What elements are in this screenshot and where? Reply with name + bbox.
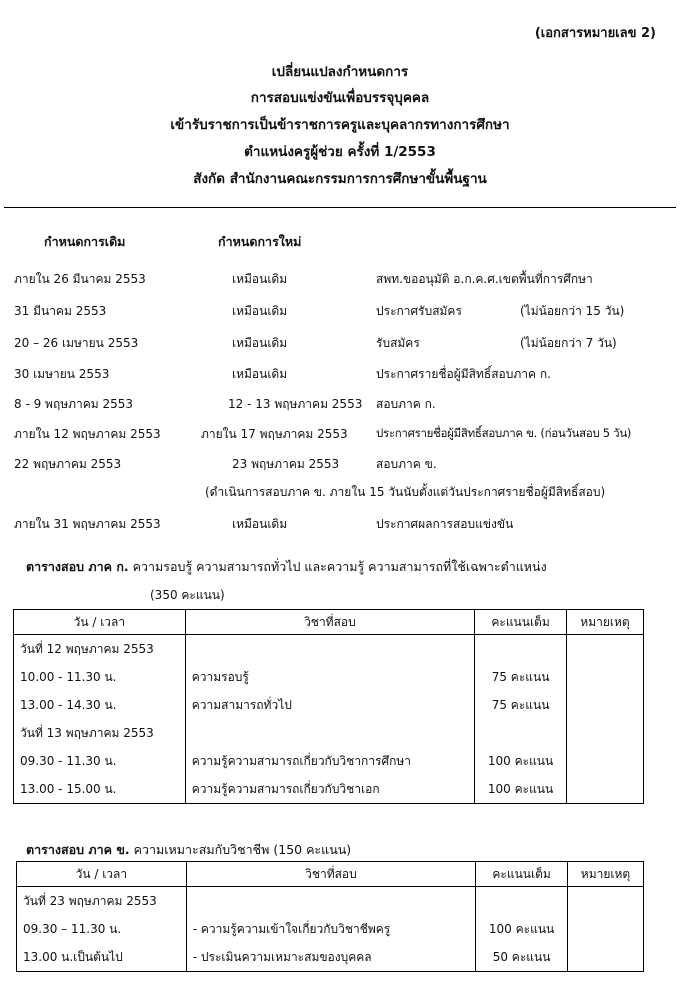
- remark-cell: [568, 943, 644, 972]
- schedule-old-date: 22 พฤษภาคม 2553: [14, 457, 122, 471]
- section-b-title-bold: ตารางสอบ ภาค ข.: [26, 842, 130, 857]
- schedule-old-date: ภายใน 26 มีนาคม 2553: [14, 272, 146, 286]
- score-cell: 100 คะแนน: [476, 915, 568, 943]
- time-cell: 13.00 - 14.30 น.: [14, 691, 186, 719]
- table-row: [14, 663, 644, 691]
- schedule-activity: สพท.ขออนุมัติ อ.ก.ค.ศ.เขตพื้นที่การศึกษา: [376, 272, 593, 286]
- table-row: [17, 887, 644, 916]
- time-cell: 13.00 น.เป็นต้นไป: [17, 943, 187, 972]
- day-label: วันที่ 13 พฤษภาคม 2553: [14, 719, 186, 747]
- score-cell: 75 คะแนน: [475, 691, 567, 719]
- subject-cell: ความรู้ความสามารถเกี่ยวกับวิชาการศึกษา: [185, 747, 474, 775]
- score-cell: [476, 887, 568, 916]
- subject-cell: - ประเมินความเหมาะสมของบุคคล: [186, 943, 475, 972]
- column-header-subject: วิชาที่สอบ: [186, 862, 475, 887]
- table-header-row: [14, 610, 644, 635]
- table-row: [14, 747, 644, 775]
- table-header-row: [17, 862, 644, 887]
- schedule-new-date: 23 พฤษภาคม 2553: [232, 457, 340, 471]
- schedule-remark: (ดำเนินการสอบภาค ข. ภายใน 15 วันนับตั้งแต่วันประกาศรายชื่อผู้มีสิทธิ์สอบ): [205, 485, 606, 499]
- schedule-note: (ไม่น้อยกว่า 7 วัน): [520, 336, 617, 350]
- subject-cell: [185, 635, 474, 664]
- document-number: (เอกสารหมายเลข 2): [534, 26, 656, 41]
- section-a-title-rest: ความรอบรู้ ความสามารถทั่วไป และความรู้ ความสามารถที่ใช้เฉพาะตำแหน่ง: [128, 559, 547, 574]
- schedule-activity: ประกาศรายชื่อผู้มีสิทธิ์สอบภาค ก.: [376, 367, 551, 381]
- subject-cell: [186, 887, 475, 916]
- section-b-title: [26, 840, 351, 860]
- section-a-title: [26, 557, 547, 577]
- section-a-title-bold: ตารางสอบ ภาค ก.: [26, 559, 129, 574]
- table-row: [17, 943, 644, 972]
- column-header-remark: หมายเหตุ: [568, 862, 644, 887]
- schedule-old-date: 20 – 26 เมษายน 2553: [14, 336, 139, 350]
- time-cell: 09.30 - 11.30 น.: [14, 747, 186, 775]
- schedule-old-date: 31 มีนาคม 2553: [14, 304, 107, 318]
- section-a-table: [13, 609, 644, 804]
- schedule-old-date: 8 - 9 พฤษภาคม 2553: [14, 397, 134, 411]
- table-row: [17, 915, 644, 943]
- title-line-1: เปลี่ยนแปลงกำหนดการ: [271, 64, 409, 80]
- title-line-5: สังกัด สำนักงานคณะกรรมการการศึกษาขั้นพื้นฐาน: [193, 171, 487, 187]
- schedule-activity: ประกาศผลการสอบแข่งขัน: [376, 517, 514, 531]
- table-row: [14, 719, 644, 747]
- day-label: วันที่ 23 พฤษภาคม 2553: [17, 887, 187, 916]
- divider: [4, 207, 676, 208]
- title-line-3: เข้ารับราชการเป็นข้าราชการครูและบุคลากรทางการศึกษา: [170, 117, 510, 133]
- column-header-score: คะแนนเต็ม: [475, 610, 567, 635]
- schedule-new-date: ภายใน 17 พฤษภาคม 2553: [201, 427, 348, 441]
- remark-cell: [567, 635, 644, 664]
- column-header-score: คะแนนเต็ม: [476, 862, 568, 887]
- schedule-new-date: 12 - 13 พฤษภาคม 2553: [228, 397, 363, 411]
- section-b-title-rest: ความเหมาะสมกับวิชาชีพ (150 คะแนน): [129, 842, 352, 857]
- schedule-new-date: เหมือนเดิม: [232, 272, 288, 286]
- schedule-activity: ประกาศรายชื่อผู้มีสิทธิ์สอบภาค ข. (ก่อนวันสอบ 5 วัน): [376, 426, 632, 440]
- section-b-table: [16, 861, 644, 972]
- time-cell: 09.30 – 11.30 น.: [17, 915, 187, 943]
- score-cell: 100 คะแนน: [475, 747, 567, 775]
- table-row: [14, 635, 644, 664]
- column-header-subject: วิชาที่สอบ: [185, 610, 474, 635]
- remark-cell: [567, 719, 644, 747]
- score-cell: 75 คะแนน: [475, 663, 567, 691]
- remark-cell: [567, 691, 644, 719]
- schedule-activity: สอบภาค ก.: [376, 397, 436, 411]
- schedule-activity: สอบภาค ข.: [376, 457, 437, 471]
- schedule-activity: รับสมัคร: [376, 336, 420, 350]
- schedule-activity: ประกาศรับสมัคร: [376, 304, 462, 318]
- table-row: [14, 691, 644, 719]
- column-header-datetime: วัน / เวลา: [14, 610, 186, 635]
- title-line-4: ตำแหน่งครูผู้ช่วย ครั้งที่ 1/2553: [244, 144, 436, 160]
- score-cell: [475, 719, 567, 747]
- schedule-new-date: เหมือนเดิม: [232, 367, 288, 381]
- column-header-remark: หมายเหตุ: [567, 610, 644, 635]
- schedule-old-date: 30 เมษายน 2553: [14, 367, 110, 381]
- schedule-new-date: เหมือนเดิม: [232, 304, 288, 318]
- day-label: วันที่ 12 พฤษภาคม 2553: [14, 635, 186, 664]
- score-cell: [475, 635, 567, 664]
- remark-cell: [567, 747, 644, 775]
- score-cell: 100 คะแนน: [475, 775, 567, 804]
- remark-cell: [568, 915, 644, 943]
- time-cell: 10.00 - 11.30 น.: [14, 663, 186, 691]
- schedule-old-date: ภายใน 12 พฤษภาคม 2553: [14, 427, 161, 441]
- table-row: [14, 775, 644, 804]
- remark-cell: [568, 887, 644, 916]
- header-old-schedule: กำหนดการเดิม: [44, 234, 126, 249]
- subject-cell: ความรอบรู้: [185, 663, 474, 691]
- subject-cell: ความรู้ความสามารถเกี่ยวกับวิชาเอก: [185, 775, 474, 804]
- subject-cell: [185, 719, 474, 747]
- schedule-note: (ไม่น้อยกว่า 15 วัน): [520, 304, 625, 318]
- time-cell: 13.00 - 15.00 น.: [14, 775, 186, 804]
- subject-cell: ความสามารถทั่วไป: [185, 691, 474, 719]
- remark-cell: [567, 775, 644, 804]
- score-cell: 50 คะแนน: [476, 943, 568, 972]
- schedule-new-date: เหมือนเดิม: [232, 517, 288, 531]
- column-header-datetime: วัน / เวลา: [17, 862, 187, 887]
- header-new-schedule: กำหนดการใหม่: [218, 234, 302, 249]
- subject-cell: - ความรู้ความเข้าใจเกี่ยวกับวิชาชีพครู: [186, 915, 475, 943]
- schedule-new-date: เหมือนเดิม: [232, 336, 288, 350]
- title-line-2: การสอบแข่งขันเพื่อบรรจุบุคคล: [250, 90, 430, 106]
- remark-cell: [567, 663, 644, 691]
- section-a-points: (350 คะแนน): [150, 588, 225, 602]
- schedule-old-date: ภายใน 31 พฤษภาคม 2553: [14, 517, 161, 531]
